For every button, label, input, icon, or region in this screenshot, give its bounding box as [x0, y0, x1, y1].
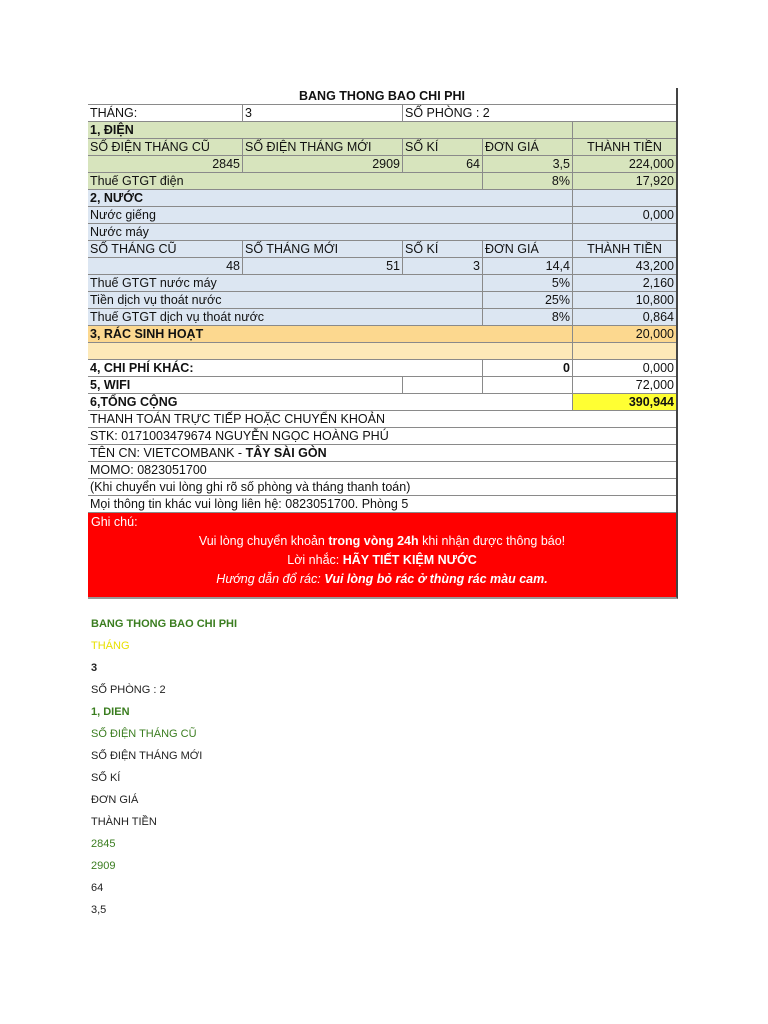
- extracted-text: 64: [91, 882, 104, 894]
- drain-tax-total: 0,864: [573, 309, 676, 326]
- electric-price: 3,5: [483, 156, 573, 173]
- section-other: 4, CHI PHÍ KHÁC:: [88, 360, 483, 377]
- electric-tax-row: [88, 173, 676, 190]
- drain-rate: 25%: [483, 292, 573, 309]
- payment-line-2: STK: 0171003479674 NGUYỄN NGỌC HOÀNG PHÚ: [88, 428, 676, 445]
- water-tax-rate: 5%: [483, 275, 573, 292]
- trash-blank-row: [88, 343, 676, 360]
- tap-water-label: Nước máy: [88, 224, 573, 241]
- notes-line-3: Hướng dẫn đổ rác: Vui lòng bỏ rác ở thùng rác màu cam.: [216, 572, 548, 586]
- other-total: 0,000: [573, 360, 676, 377]
- extracted-text: 3,5: [91, 904, 107, 916]
- notes-label: Ghi chú:: [91, 515, 138, 529]
- extracted-text: SỐ PHÒNG : 2: [91, 684, 166, 696]
- extracted-text: 1, DIEN: [91, 706, 130, 718]
- water-units: 3: [403, 258, 483, 275]
- water-old: 48: [88, 258, 243, 275]
- extracted-title: BANG THONG BAO CHI PHI: [91, 618, 238, 630]
- extracted-text: SỐ KÍ: [91, 772, 121, 784]
- col-header: ĐƠN GIÁ: [483, 139, 573, 156]
- col-header: ĐƠN GIÁ: [483, 241, 573, 258]
- grand-total-row: [88, 394, 676, 411]
- extracted-text: 2909: [91, 860, 116, 872]
- col-header: THÀNH TIỀN: [573, 139, 676, 156]
- extracted-text: THÀNH TIỀN: [91, 816, 157, 828]
- room-label: SỐ PHÒNG : 2: [403, 105, 676, 122]
- section-water-row: [88, 190, 676, 207]
- drain-tax-label: Thuế GTGT dịch vụ thoát nước: [88, 309, 483, 326]
- col-header: SỐ THÁNG MỚI: [243, 241, 403, 258]
- payment-line-5: (Khi chuyển vui lòng ghi rõ số phòng và tháng thanh toán): [88, 479, 676, 496]
- other-costs-row: [88, 360, 676, 377]
- extracted-text: THÁNG: [91, 640, 130, 652]
- col-header: THÀNH TIỀN: [573, 241, 676, 258]
- electric-tax-rate: 8%: [483, 173, 573, 190]
- section-electric-row: [88, 122, 676, 139]
- drain-tax-row: [88, 309, 676, 326]
- payment-line-3: TÊN CN: VIETCOMBANK - TÂY SÀI GÒN: [88, 445, 676, 462]
- section-grand-total: 6,TỔNG CỘNG: [88, 394, 573, 411]
- water-new: 51: [243, 258, 403, 275]
- payment-line-1: THANH TOÁN TRỰC TIẾP HOẶC CHUYỂN KHOẢN: [88, 411, 676, 428]
- electric-old: 2845: [88, 156, 243, 173]
- electric-total: 224,000: [573, 156, 676, 173]
- electric-units: 64: [403, 156, 483, 173]
- electric-tax-label: Thuế GTGT điện: [88, 173, 483, 190]
- other-value: 0: [483, 360, 573, 377]
- notes-block: [88, 513, 676, 597]
- electric-new: 2909: [243, 156, 403, 173]
- month-label: THÁNG:: [88, 105, 243, 122]
- notes-line-2: Lời nhắc: HÃY TIẾT KIỆM NƯỚC: [287, 553, 477, 567]
- wifi-row: [88, 377, 676, 394]
- drain-tax-rate: 8%: [483, 309, 573, 326]
- water-total: 43,200: [573, 258, 676, 275]
- payment-line-6: Mọi thông tin khác vui lòng liên hệ: 0823051700. Phòng 5: [88, 496, 676, 513]
- drain-total: 10,800: [573, 292, 676, 309]
- cost-notice-sheet: [88, 88, 678, 599]
- section-water: 2, NƯỚC: [88, 190, 573, 207]
- well-water-total: 0,000: [573, 207, 676, 224]
- section-electric: 1, ĐIỆN: [88, 122, 573, 139]
- extracted-text: SỐ ĐIỆN THÁNG MỚI: [91, 750, 203, 762]
- grand-total-value: 390,944: [573, 394, 676, 411]
- col-header: SỐ KÍ: [403, 241, 483, 258]
- extracted-text: 3: [91, 662, 98, 674]
- col-header: SỐ ĐIỆN THÁNG CŨ: [88, 139, 243, 156]
- section-trash: 3, RÁC SINH HOẠT: [88, 326, 573, 343]
- electric-values-row: [88, 156, 676, 173]
- water-price: 14,4: [483, 258, 573, 275]
- col-header: SỐ THÁNG CŨ: [88, 241, 243, 258]
- section-wifi: 5, WIFI: [88, 377, 403, 394]
- wifi-total: 72,000: [573, 377, 676, 394]
- electric-tax-total: 17,920: [573, 173, 676, 190]
- water-values-row: [88, 258, 676, 275]
- header-row: [88, 105, 676, 122]
- extracted-text: 2845: [91, 838, 116, 850]
- title-row: [88, 88, 676, 105]
- notes-line-1: Vui lòng chuyển khoản trong vòng 24h khi nhận được thông báo!: [198, 534, 566, 548]
- well-water-row: [88, 207, 676, 224]
- water-tax-row: [88, 275, 676, 292]
- electric-header-row: [88, 139, 676, 156]
- drain-label: Tiền dịch vụ thoát nước: [88, 292, 483, 309]
- well-water-label: Nước giếng: [88, 207, 573, 224]
- extracted-text: SỐ ĐIỆN THÁNG CŨ: [91, 728, 197, 740]
- month-value: 3: [243, 105, 403, 122]
- payment-line-4: MOMO: 0823051700: [88, 462, 676, 479]
- col-header: SỐ KÍ: [403, 139, 483, 156]
- trash-total: 20,000: [573, 326, 676, 343]
- col-header: SỐ ĐIỆN THÁNG MỚI: [243, 139, 403, 156]
- water-tax-total: 2,160: [573, 275, 676, 292]
- tap-water-row: [88, 224, 676, 241]
- sheet-title: BANG THONG BAO CHI PHI: [88, 88, 676, 105]
- extracted-text: ĐƠN GIÁ: [91, 794, 139, 806]
- water-tax-label: Thuế GTGT nước máy: [88, 275, 483, 292]
- section-trash-row: [88, 326, 676, 343]
- drain-row: [88, 292, 676, 309]
- water-header-row: [88, 241, 676, 258]
